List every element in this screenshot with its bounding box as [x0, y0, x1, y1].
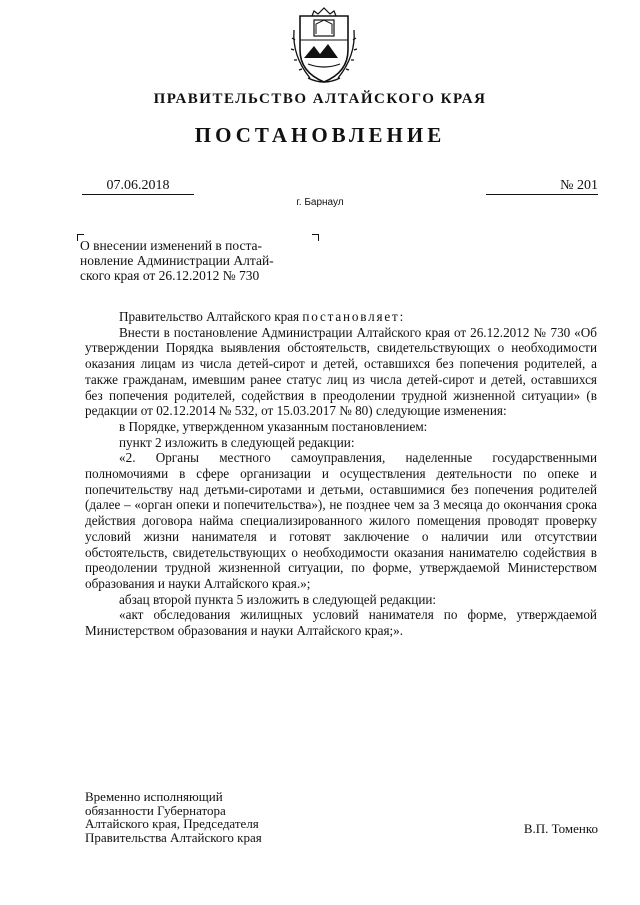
- coat-of-arms-emblem: [290, 6, 358, 86]
- signer-name: В.П. Томенко: [523, 821, 598, 836]
- preamble-verb: постановляет:: [302, 309, 406, 324]
- preamble: [85, 309, 597, 325]
- document-subject: [80, 238, 312, 283]
- resolution-body: [85, 309, 597, 639]
- paragraph-point5-text: «акт обследования жилищных условий нанимателя по форме, утверждаемой Министерством образования и науки Алтайского края;».: [85, 607, 597, 639]
- paragraph-main-change: Внести в постановление Администрации Алтайского края от 26.12.2012 № 730 «Об утверждении Порядка выявления обстоятельств, свидетельствующих о необходимости оказания лицам из числа детей-сирот и детей, оставшихся без попечения родителей, а также гражданам, имевшим ранее статус лиц из числа детей-сирот и детей, оставшихся без попечения родителей, содействия в преодолении трудной жизненной ситуации» (в редакции от 02.12.2014 № 532, от 15.03.2017 № 80) следующие изменения:: [85, 324, 597, 419]
- document-date: 07.06.2018: [82, 177, 194, 195]
- preamble-text: Правительство Алтайского края: [119, 309, 303, 324]
- government-title: ПРАВИТЕЛЬСТВО АЛТАЙСКОГО КРАЯ: [153, 91, 487, 107]
- paragraph-point2-intro: пункт 2 изложить в следующей редакции:: [119, 434, 355, 450]
- signer-position: [85, 790, 345, 844]
- signer-position-line: Правительства Алтайского края: [85, 829, 262, 845]
- signer-position-line: Алтайского края, Председателя: [85, 816, 259, 831]
- document-number: № 201: [486, 177, 598, 195]
- subject-line: ского края от 26.12.2012 № 730: [80, 268, 260, 283]
- signer-position-line: обязанности Губернатора: [85, 802, 226, 818]
- paragraph-point2-text: «2. Органы местного самоуправления, наделенные государственными полномочиями в сфере организации и осуществления деятельности по опеке и попечительству над детьми-сиротами и детьми, оставшимися без попечения родителей (далее – «орган опеки и попечительства»), не позднее чем за 3 месяца до окончания срока действия договора найма специализированного жилого помещения проводят проверку условий жизни нанимателя и готовят заключение о наличии или отсутствии обстоятельств, свидетельствующих о необходимости оказания нанимателю содействия в преодолении трудной жизненной ситуации, по форме, утверждаемой Министерством образования и науки Алтайского края.»;: [85, 450, 597, 591]
- paragraph-point5-intro: абзац второй пункта 5 изложить в следующей редакции:: [119, 591, 437, 607]
- signer-position-line: Временно исполняющий: [85, 789, 223, 804]
- subject-line: новление Администрации Алтай-: [80, 253, 274, 268]
- subject-corner-right: [312, 234, 319, 241]
- issue-city: г. Барнаул: [296, 197, 344, 208]
- subject-line: О внесении изменений в поста-: [80, 238, 263, 253]
- document-type-title: ПОСТАНОВЛЕНИЕ: [194, 123, 446, 147]
- paragraph-order-reference: в Порядке, утвержденном указанным постановлением:: [119, 418, 428, 434]
